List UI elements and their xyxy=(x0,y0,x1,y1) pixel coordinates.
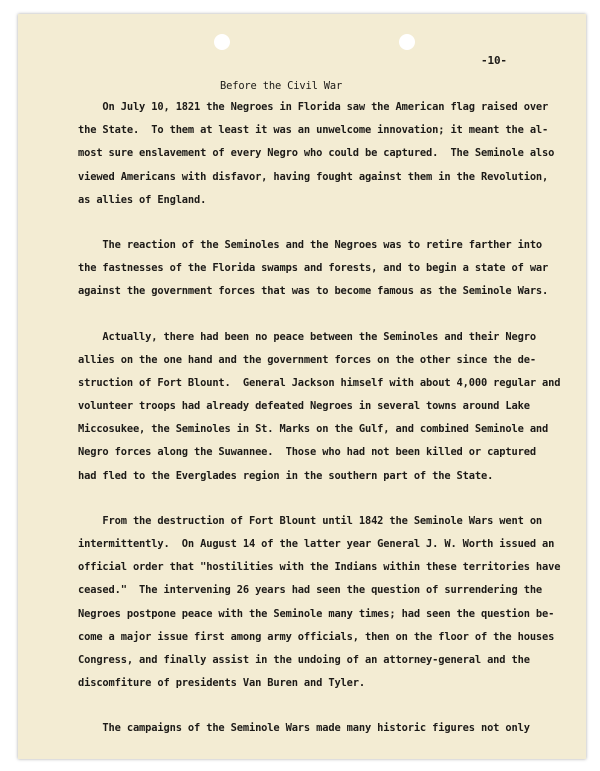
page-number: -10- xyxy=(481,54,507,67)
text-line: The reaction of the Seminoles and the Negroes was to retire farther into xyxy=(78,238,543,251)
text-line: On July 10, 1821 the Negroes in Florida saw the American flag raised over xyxy=(78,101,549,113)
text-line: against the government forces that was to become famous as the Seminole Wars. xyxy=(78,285,549,298)
paragraph xyxy=(78,326,568,488)
text-line: ceased." The intervening 26 years had seen the question of surrendering the xyxy=(78,584,543,597)
text-line: intermittently. On August 14 of the latter year General J. W. Worth issued an xyxy=(78,538,555,550)
binder-hole-right xyxy=(399,34,415,50)
text-line: The campaigns of the Seminole Wars made many historic figures not only xyxy=(78,722,530,735)
paragraph xyxy=(78,717,568,740)
paragraph xyxy=(78,96,568,212)
text-line: the fastnesses of the Florida swamps and forests, and to begin a state of war xyxy=(78,262,549,275)
text-line: Negro forces along the Suwannee. Those who had not been killed or captured xyxy=(78,446,536,459)
text-line: Miccosukee, the Seminoles in St. Marks on the Gulf, and combined Seminole and xyxy=(78,423,549,436)
binder-hole-left xyxy=(214,34,230,50)
text-line: Negroes postpone peace with the Seminole many times; had seen the question be- xyxy=(78,607,555,620)
document-page xyxy=(18,14,586,759)
text-line: allies on the one hand and the government forces on the other since the de- xyxy=(78,353,536,366)
text-line: discomfiture of presidents Van Buren and Tyler. xyxy=(78,677,365,690)
paragraph xyxy=(78,234,568,304)
text-line: Congress, and finally assist in the undoing of an attorney-general and the xyxy=(78,653,530,666)
text-line: as allies of England. xyxy=(78,193,207,206)
text-line: Actually, there had been no peace between the Seminoles and their Negro xyxy=(78,330,536,343)
body-text xyxy=(78,96,568,763)
text-line: From the destruction of Fort Blount until 1842 the Seminole Wars went on xyxy=(78,514,543,527)
text-line: come a major issue first among army officials, then on the floor of the houses xyxy=(78,630,555,643)
text-line: volunteer troops had already defeated Negroes in several towns around Lake xyxy=(78,400,530,413)
text-line: struction of Fort Blount. General Jackson himself with about 4,000 regular and xyxy=(78,376,561,389)
text-line: official order that "hostilities with the Indians within these territories have xyxy=(78,561,561,574)
paragraph xyxy=(78,510,568,696)
text-line: had fled to the Everglades region in the southern part of the State. xyxy=(78,469,494,482)
section-heading: Before the Civil War xyxy=(220,80,343,92)
text-line: the State. To them at least it was an unwelcome innovation; it meant the al- xyxy=(78,124,549,137)
text-line: viewed Americans with disfavor, having fought against them in the Revolution, xyxy=(78,170,549,183)
text-line: most sure enslavement of every Negro who could be captured. The Seminole also xyxy=(78,147,555,160)
